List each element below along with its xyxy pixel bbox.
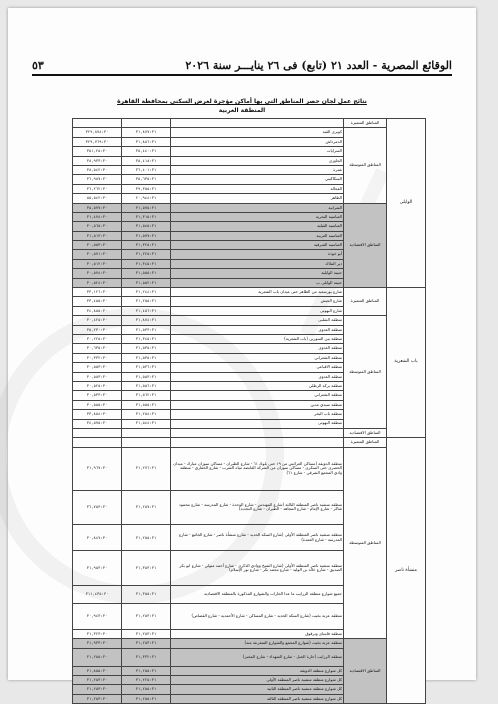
area-cell: منطقة عزبة بخيت (شارع السكة الحديد - شارع المساكن - شارع الأحمدية - شارع القصاص) [171, 603, 344, 629]
area-cell: العباسية القبلية [171, 222, 344, 231]
area-cell: الدمرداش [171, 137, 344, 146]
coordinate-cell [73, 119, 122, 128]
coordinate-cell: ٣٠,٥٢٥:٣٠ [73, 381, 122, 390]
coordinate-cell: ٣١,٢٥٤:٣١ [122, 410, 171, 419]
coordinate-cell: ٣٠,٥١٢:٣٠ [73, 259, 122, 268]
coordinate-cell: ٣٢٩,٧٦٩:٣٠ [73, 137, 122, 146]
coordinate-cell: ٣١,٣٤٥:٣١ [122, 334, 171, 343]
coordinate-cell: ٣٣,٨٥٤:٣٠ [73, 410, 122, 419]
page-number: ٥٣ [32, 59, 44, 72]
coordinate-cell: ٣١,٢٥٥:٣٠ [73, 648, 122, 666]
coordinate-cell: ٣٦,٧٥٣:٣٠ [73, 490, 122, 525]
coordinate-cell: ٣٠,٥٥٣:٣٠ [73, 241, 122, 250]
area-cell: السرايات [171, 147, 344, 156]
area-cell: منطقة الدويقة (مساكن العرائس من ١٩ حتى بلوك ٦١ - شارع الطيران - مساكن سوزان مبارك - ميدان الحصرى حتى السكرى - مساكن سوزان من الشركة القابضة مياه الشرب - شارع الحفاري - منطقة وادي المجمع الشرقي - شارع ٦١) [171, 447, 344, 490]
coordinate-cell: ٣١,٣٢٥:٣١ [122, 241, 171, 250]
coordinate-cell: ٣٥,٤٤٠:٣١ [122, 147, 171, 156]
area-cell: منطقة عزبة بخيت (شوارع المجمع والشوارع المتفرعة منه) [171, 639, 344, 648]
coordinate-cell: ٣٠,٢٢٥:٣٠ [73, 334, 122, 343]
coordinate-cell: ٣١,٢٥٣:٣١ [122, 639, 171, 648]
zone-type-cell: المناطق الاقتصادية [344, 428, 387, 437]
table-row [73, 288, 426, 297]
area-cell: الظاهر [171, 194, 344, 203]
coordinate-cell: ٣١,٢٥٣:٣١ [122, 603, 171, 629]
coordinate-cell: ٣١,٤٥٦:٣١ [122, 306, 171, 315]
coordinate-cell: ٣١,٢٥٥:٣١ [122, 297, 171, 306]
coordinate-cell: ٣٠,٥٦٥:٣٠ [73, 222, 122, 231]
table-row [73, 428, 426, 437]
area-cell: العباسية الشرقية [171, 241, 344, 250]
area-cell: شارع الجيش [171, 297, 344, 306]
area-cell: كوبرى القبة [171, 128, 344, 137]
coordinate-cell: ٣١,٥٥٦:٣١ [122, 381, 171, 390]
area-cell: جنينة الوايلى ب [171, 278, 344, 287]
coordinate-cell: ٣٠,٣٣٢:٣٠ [73, 353, 122, 362]
area-cell: منطقة الشعراني [171, 353, 344, 362]
zone-type-cell: المناطق الاقتصادية [344, 203, 387, 288]
area-cell: العباسية البحرية [171, 212, 344, 221]
area-cell: منطقة منشية ناصر المنطقة الأولى (شارع السكة الحديد - شارع منشأة ناصر - شارع الجامع - شارع المدرسة - شارع العمدة) [171, 525, 344, 551]
coordinate-cell: ٣٥,٤١٨:٣١ [122, 156, 171, 165]
coordinate-cell: ٣١,٢٥٣:٣٠ [73, 694, 122, 703]
table-row [73, 447, 426, 490]
area-cell: شارع بورسعيد من الظاهر حتى ميدان باب الشعرية [171, 288, 344, 297]
area-cell: الجاوزى [171, 156, 344, 165]
area-cell: الفجالة [171, 184, 344, 193]
coordinate-cell: ٣٨,٩٣٣:٣٠ [73, 156, 122, 165]
area-cell: منطقة البهوتى [171, 419, 344, 428]
area-cell: منطقة العدوى [171, 325, 344, 334]
coordinate-cell: ٣٠,٦٣٥:٣٠ [73, 344, 122, 353]
coordinate-cell: ٣٣,١٢٦:٣٠ [73, 288, 122, 297]
coordinate-cell: ٣٠,٥٢٤:٣٠ [73, 278, 122, 287]
area-cell: غمرة [171, 165, 344, 174]
document-subtitle: المنطقة الغربية [218, 107, 266, 114]
area-cell: منطقة الزرايب (حارة الحبل - شارع الشهداء - شارع المخبز) [171, 648, 344, 666]
area-cell: منطقة الشلبى [171, 316, 344, 325]
area-cell: منطقة منشية ناصر المنطقة الثالثة (شارع المهندس - شارع الوحدة - شارع المدرسة - شارع محمود شاكر - شارع الإمام - شارع المجاهد - الطيران - شارع التجديد) [171, 490, 344, 525]
coordinate-cell: ٣١,٨٧٤:٣١ [122, 316, 171, 325]
zone-type-cell: المناطق المتميزة [344, 438, 387, 447]
zone-type-cell: المناطق المتميزة [344, 288, 387, 316]
coordinate-cell: ٣١,٣٢٣:٣٠ [73, 630, 122, 639]
document-title: نتائج عمل لجان حصر المناطق التى بها أماكن مؤجرة لغرض السكنى بمحافظة القاهرة [117, 98, 367, 105]
coordinate-cell: ٣١,٨٧٧:٣١ [122, 128, 171, 137]
coordinate-cell: ٣١,٩٥٣:٣٠ [73, 551, 122, 586]
coordinate-cell: ٣٠,٥٣٣:٣٠ [73, 391, 122, 400]
coordinate-cell: ٣٠,٥٨٣:٣٠ [73, 372, 122, 381]
zone-type-cell: المناطق الاقتصادية [344, 639, 387, 704]
coordinate-cell: ٣١,٥١٣:٣٠ [73, 231, 122, 240]
coordinate-cell: ٣٢٩,٨٧٤:٣٠ [73, 128, 122, 137]
page-header [32, 54, 452, 72]
table-row [73, 438, 426, 447]
coordinate-cell [122, 438, 171, 447]
coordinate-cell: ٣١,٣٥٥:٣١ [122, 586, 171, 604]
area-cell: كل شوارع منطقة منشية ناصر المنطقة الثانية [171, 685, 344, 694]
coordinate-cell: ٣١,٥٤٤:٣١ [122, 419, 171, 428]
coordinate-cell: ٣١,٢٥٥:٣١ [122, 694, 171, 703]
coordinate-cell: ٣١,٥٧٥:٣١ [122, 203, 171, 212]
coordinate-cell: ٣٦,٢٦٢:٣٠ [73, 184, 122, 193]
coordinate-cell: ٣٠,٤٢٥:٣٠ [73, 316, 122, 325]
coordinate-cell: ٣١,٥٧٧:٣١ [122, 231, 171, 240]
area-cell: العباسية الغربية [171, 231, 344, 240]
coordinate-cell: ٣٠,٥٥٥:٣٠ [73, 400, 122, 409]
coordinate-cell: ٣١,٢٥٥:٣١ [122, 525, 171, 551]
coordinate-cell: ٣١,٩٣٣:٣٠ [73, 639, 122, 648]
coordinate-cell: ٣٠,٥٧٤:٣٠ [73, 269, 122, 278]
area-cell: الشرابية [171, 203, 344, 212]
area-cell: جميع شوارع منطقة الزرايب ما عدا الحارات والشوارع المذكورة بالمنطقة الاقتصادية [171, 586, 344, 604]
coordinate-cell: ٣١,٥٦٢:٣١ [122, 391, 171, 400]
coordinate-cell: ٣١,٢٥٥:٣١ [122, 685, 171, 694]
coordinate-cell: ٣٤,٨٥٥:٣٠ [73, 306, 122, 315]
coordinate-cell: ٣١,٢٥٣:٣٠ [73, 676, 122, 685]
area-cell: منطقة منشية ناصر المنطقة الأولى (شارع الشيخ ووادي الذكرى - شارع أحمد متولي - شارع ابو بكر الصديق - شارع خالد بن الوليد - شارع محمد بكر - شارع نور الإسلام) [171, 551, 344, 586]
coordinate-cell: ٣٦,٤٠١:٣١ [122, 165, 171, 174]
area-cell: منطقة العدوى [171, 372, 344, 381]
table-row [73, 639, 426, 648]
area-cell: السكاكيني [171, 175, 344, 184]
coordinate-cell: ٣١,٣٣٢:٣١ [122, 648, 171, 666]
area-cell: منطقة قايتباى وبرقوق [171, 630, 344, 639]
district-cell: باب الشعرية [387, 288, 426, 438]
coordinate-cell: ٣١,٩٦٧:٣٠ [73, 447, 122, 490]
coordinate-cell: ٣١,٨٥٥:٣٠ [73, 666, 122, 675]
coordinate-cell: ٣٩,٣٥٥:٣١ [122, 184, 171, 193]
coordinate-cell: ٣٥,٦٣٥:٣١ [122, 175, 171, 184]
coordinate-cell: ٣١,٣١٥:٣١ [122, 212, 171, 221]
coordinate-cell: ٣١,٢٤٤:٣١ [122, 288, 171, 297]
coordinate-cell: ٣١,٣٥٣:٣١ [122, 551, 171, 586]
coordinate-cell: ٣١,٥٣٥:٣١ [122, 353, 171, 362]
coordinate-cell: ٣١,٥٣٥:٣١ [122, 344, 171, 353]
area-cell [171, 438, 344, 447]
coordinate-cell: ٣٣,٤٥٥:٣٠ [73, 297, 122, 306]
coordinate-cell: ٣١,٥٥٣:٣١ [122, 372, 171, 381]
zone-type-cell: المناطق المتوسطة [344, 316, 387, 429]
area-cell: منطقة بركة الرطلي [171, 381, 344, 390]
coordinate-cell [122, 428, 171, 437]
coordinate-cell: ٣١,٢٥٣:٣٠ [73, 685, 122, 694]
coordinate-cell: ٣٦,٩٨٧:٣٠ [73, 175, 122, 184]
coordinate-cell: ٣١,٢٥٧:٣١ [122, 490, 171, 525]
coordinate-cell: ٣١,٥٣٣:٣١ [122, 325, 171, 334]
area-cell: كل شوارع منطقة الدويقة [171, 666, 344, 675]
area-cell: منطقة الشعراني [171, 391, 344, 400]
area-cell: منطقة سيدي مدين [171, 400, 344, 409]
document-page [8, 8, 476, 701]
coordinate-cell: ٣٠,٥٧١:٣٠ [73, 250, 122, 259]
table-row [73, 128, 426, 137]
area-cell: كل شوارع منطقة منشية ناصر المنطقة الأولى [171, 676, 344, 685]
area-cell: أبو خوذة [171, 250, 344, 259]
coordinate-cell [73, 438, 122, 447]
gazette-title: الوقائع المصرية - العدد ٢١ (تابع) فى ٢٦ ينايـــر سنة ٢٠٢٦ [185, 59, 452, 72]
coordinate-cell: ٣٥,٢٣٠:٣٠ [73, 325, 122, 334]
zone-type-cell: المناطق المتوسطة [344, 447, 387, 639]
coordinate-cell: ٣١,٢٢٥:٣١ [122, 250, 171, 259]
coordinate-cell [122, 119, 171, 128]
coordinate-cell: ٣١,٥٣٦:٣١ [122, 363, 171, 372]
area-cell: دير الملاك [171, 259, 344, 268]
coordinate-cell: ٣١,٥٤٥:٣١ [122, 222, 171, 231]
area-cell: منطقة العدوى [171, 344, 344, 353]
coordinate-cell: ٣٠,٥٥٣:٣٠ [73, 363, 122, 372]
table-row [73, 203, 426, 212]
coordinate-cell: ٣١,٢٥٥:٣١ [122, 666, 171, 675]
coordinate-cell: ٣١,٢٥٣:٣١ [122, 630, 171, 639]
coordinate-cell: ٣١١,٤٣٥:٣٠ [73, 586, 122, 604]
area-cell: شارع البهوتى [171, 306, 344, 315]
table-row [73, 316, 426, 325]
area-cell [171, 428, 344, 437]
zone-type-cell: المناطق المتوسطة [344, 128, 387, 203]
coordinate-cell: ٣١,٣٤٥:٣١ [122, 259, 171, 268]
coordinate-cell: ٣٥,٥٧٧:٣٠ [73, 203, 122, 212]
coordinate-cell: ٣١,٢٢٥:٣١ [122, 676, 171, 685]
coordinate-cell: ٣٠,٩٤٣:٣٠ [73, 603, 122, 629]
coordinate-cell: ٣١,٥٥٥:٣١ [122, 400, 171, 409]
area-cell [171, 119, 344, 128]
coordinate-cell: ٥٥,٥٤٢:٣٠ [73, 194, 122, 203]
coordinate-cell: ٣٨,٥٤٢:٣٠ [73, 165, 122, 174]
area-cell: جنينة الوايلية [171, 269, 344, 278]
coordinate-cell: ٣٥١,٢٥:٣٠ [73, 147, 122, 156]
coordinate-cell: ٣١,٥٥٢:٣١ [122, 278, 171, 287]
coordinate-cell: ٢٠,٩٤٤:٣١ [122, 194, 171, 203]
zones-table [72, 118, 426, 704]
header-rule [32, 74, 452, 76]
district-cell: الوايلى [387, 119, 426, 288]
document-titles [68, 98, 416, 114]
coordinate-cell: ٣٤,٥٧٥:٣٠ [73, 419, 122, 428]
coordinate-cell: ٣٠,٨٤٧:٣٠ [73, 525, 122, 551]
coordinate-cell: ٣١,٤٧٤:٣٠ [73, 212, 122, 221]
table-row [73, 119, 426, 128]
area-cell: كل شوارع منطقة منشية ناصر المنطقة الثالثة [171, 694, 344, 703]
district-cell: منشأة ناصر [387, 438, 426, 704]
coordinate-cell [73, 428, 122, 437]
coordinate-cell: ٣١,٥٥٥:٣١ [122, 269, 171, 278]
area-cell: منطقة الاقباعى [171, 363, 344, 372]
coordinate-cell: ٣١,٢٧٦:٣١ [122, 447, 171, 490]
coordinate-cell: ٣١,٨٨٦:٣١ [122, 137, 171, 146]
area-cell: منطقة بين السورين (باب الشعرية) [171, 334, 344, 343]
zone-type-cell: المناطق المتميزة [344, 119, 387, 128]
area-cell: منطقة باب البحر [171, 410, 344, 419]
